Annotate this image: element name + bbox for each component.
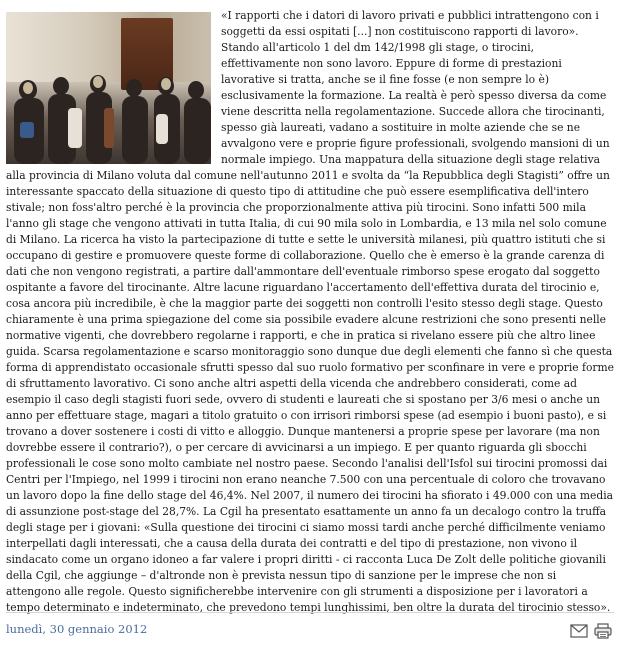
article-body: «I rapporti che i datori di lavoro privati e pubblici intrattengono con i soggetti da essi ospitati [...] non costituiscono rapporti di lavoro». Stando all'articolo 1 del dm 142/1998 gli stage, o tirocini, effettivamente non sono lavoro. Eppure di forme di prestazioni lavorative si tratta, anche se il fine fosse (e non sempre lo è) esclusivamente la formazione. La realtà è però spesso diversa da come viene descritta nella regolamentazione. Succede allora che tirocinanti, spesso già laureati, vadano a sostituire in molte aziende che se ne avvalgono vere e proprie figure professionali, svolgendo mansioni di un normale impiego. Una mappatura della situazione degli stage relativa alla provincia di Milano voluta dal comune nell'autunno 2011 e svolta da “la Repubblica degli Stagisti” offre un interessante spaccato della situazione di questo tipo di attitudine che può essere esemplificativa dell'intero stivale; non foss'altro perché è la provincia che proporzionalmente attiva più tirocini. Sono infatti 500 mila l'anno gli stage che vengono attivati in tutta Italia, di cui 90 mila solo in Lombardia, e 13 mila nel solo comune di Milano. La ricerca ha visto la partecipazione di tutte e sette le università milanesi, più quattro istituti che si occupano di gestire e promuovere queste forme di collaborazione. Quello che è emerso è la grande carenza di dati che non vengono registrati, a partire dall'ammontare dell'eventuale rimborso spese erogato dal soggetto ospitante a favore del tirocinante. Altre lacune riguardano l'accertamento dell'effettiva durata del tirocinio e, cosa ancora più incredibile, è che la maggior parte dei soggetti non controlli l'esito stesso degli stage. Questo chiaramente è una prima spiegazione del come sia possibile evadere alcune restrizioni che sono presenti nelle normative vigenti, che dovrebbero regolarne i rapporti, e che in pratica si rivelano essere più che altro linee guida. Scarsa regolamentazione e scarso monitoraggio sono dunque due degli elementi che fanno sì che questa forma di apprendistato occasionale sfrutti spesso dal suo ruolo formativo per sconfinare in vere e proprie forme di sfruttamento lavorativo. Ci sono anche altri aspetti della vicenda che andrebbero considerati, come ad esempio il caso degli stagisti fuori sede, ovvero di studenti e laureati che si spostano per 3/6 mesi o anche un anno per effettuare stage, magari a titolo gratuito o con irrisori rimborsi spese (ad esempio i buoni pasto), e si trovano a dover sostenere i costi di vitto e alloggio. Dunque mantenersi a proprie spese per lavorare (ma non dovrebbe essere il contrario?), o per cercare di avvicinarsi a un impiego. E per quanto riguarda gli sbocchi professionali le cose sono molto cambiate nel nostro paese. Secondo l'analisi dell'Isfol sui tirocini promossi dai Centri per l'Impiego, nel 1999 i tirocini non erano neanche 7.500 con una percentuale di coloro che trovavano un lavoro dopo la fine dello stage del 46,4%. Nel 2007, il numero dei tirocini ha sfiorato i 49.000 con una media di assunzione post-stage del 28,7%. La Cgil ha presentato esattamente un anno fa un decalogo contro la truffa degli stage per i giovani: «Sulla questione dei tirocini ci siamo mossi tardi anche perché difficilmente veniamo interpellati dagli interessati, che a causa della durata dei contratti e del tipo di prestazione, non vivono il sindacato come un organo idoneo a far valere i propri diritti - ci racconta Luca De Zolt delle politiche giovanili della Cgil, che aggiunge – d'altronde non è prevista nessun tipo di sanzione per le imprese che non si attengono alle regole. Questo significherebbe intervenire con gli strumenti a disposizione per i lavoratori a tempo determinato e indeterminato, che prevedono tempi lunghissimi, ben oltre la durata del tirocinio stesso». (6, 9, 614, 614)
crowd-illustration (6, 12, 211, 164)
article-photo (6, 12, 211, 164)
printer-icon[interactable] (594, 623, 612, 637)
envelope-icon[interactable] (570, 623, 588, 637)
article (6, 8, 614, 616)
post-date-link[interactable]: lunedì, 30 gennaio 2012 (6, 622, 148, 636)
post-footer (6, 612, 614, 643)
